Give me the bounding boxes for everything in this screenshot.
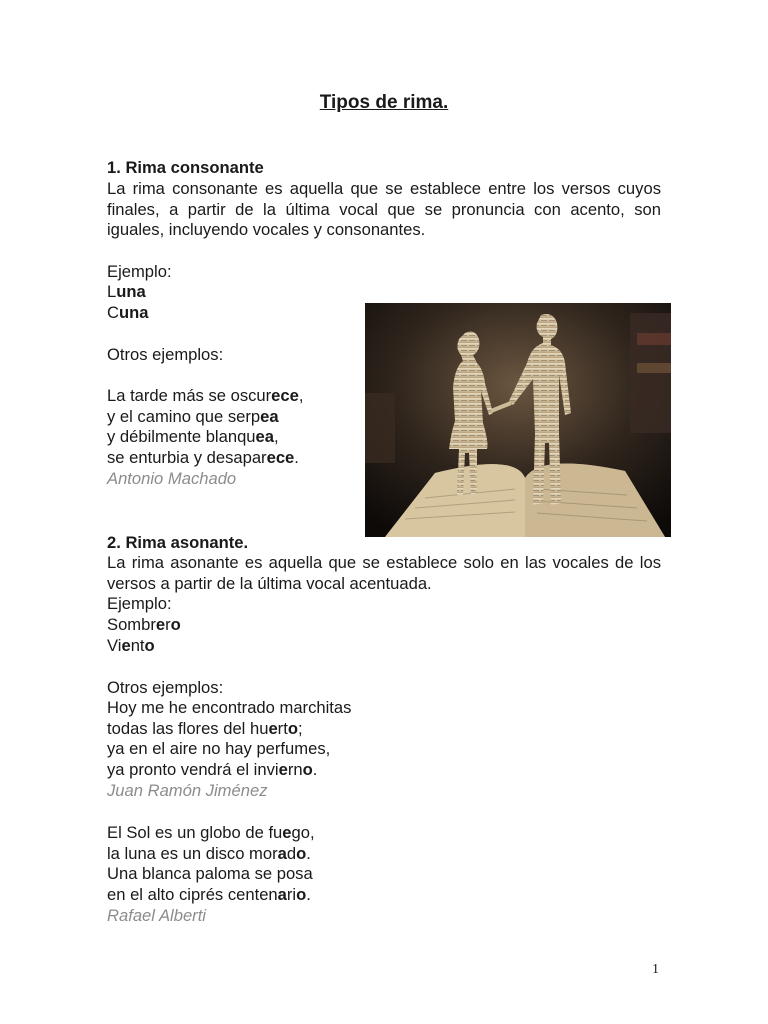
poem-line: la luna es un disco morado. [107, 843, 311, 863]
silhouette-photo [365, 303, 671, 537]
poem-line: y el camino que serpea [107, 406, 279, 426]
poem-line: ya pronto vendrá el invierno. [107, 759, 318, 779]
poem-line: La tarde más se oscurece, [107, 386, 304, 405]
page-number: 1 [652, 962, 659, 977]
example-word-sombrero: Sombrero [107, 615, 181, 634]
poem-line: Una blanca paloma se posa [107, 864, 313, 883]
example-word-luna: Luna [107, 282, 146, 301]
poem-line: Hoy me he encontrado marchitas [107, 698, 352, 717]
poem-line: en el alto ciprés centenario. [107, 884, 311, 904]
poem-line: ya en el aire no hay perfumes, [107, 739, 331, 758]
poem-alberti [107, 823, 315, 905]
author-machado: Antonio Machado [107, 469, 237, 488]
poem-jimenez [107, 698, 351, 780]
section-2-definition: La rima asonante es aquella que se establece solo en las vocales de los versos a partir de la última vocal acentuada. [107, 553, 661, 593]
author-jimenez: Juan Ramón Jiménez [107, 781, 268, 800]
poem-line: se enturbia y desaparece. [107, 447, 299, 467]
section-1-heading: 1. Rima consonante [107, 158, 264, 177]
section-2-other-label: Otros ejemplos: [107, 678, 224, 697]
section-1-other-label: Otros ejemplos: [107, 345, 224, 364]
document-title: Tipos de rima. [319, 92, 449, 113]
author-alberti: Rafael Alberti [107, 906, 206, 925]
poem-line: todas las flores del huerto; [107, 718, 303, 738]
section-2-heading: 2. Rima asonante. [107, 533, 249, 552]
example-word-viento: Viento [107, 636, 155, 655]
section-2-example-label: Ejemplo: [107, 594, 172, 613]
section-1-example-label: Ejemplo: [107, 262, 172, 281]
poem-machado [107, 386, 303, 468]
section-1-definition: La rima consonante es aquella que se establece entre los versos cuyos finales, a partir de la última vocal que se pronuncia con acento, son iguales, incluyendo vocales y consonantes. [107, 179, 661, 239]
example-word-cuna: Cuna [107, 303, 149, 322]
poem-line: El Sol es un globo de fuego, [107, 823, 315, 842]
poem-line: y débilmente blanquea, [107, 427, 279, 446]
